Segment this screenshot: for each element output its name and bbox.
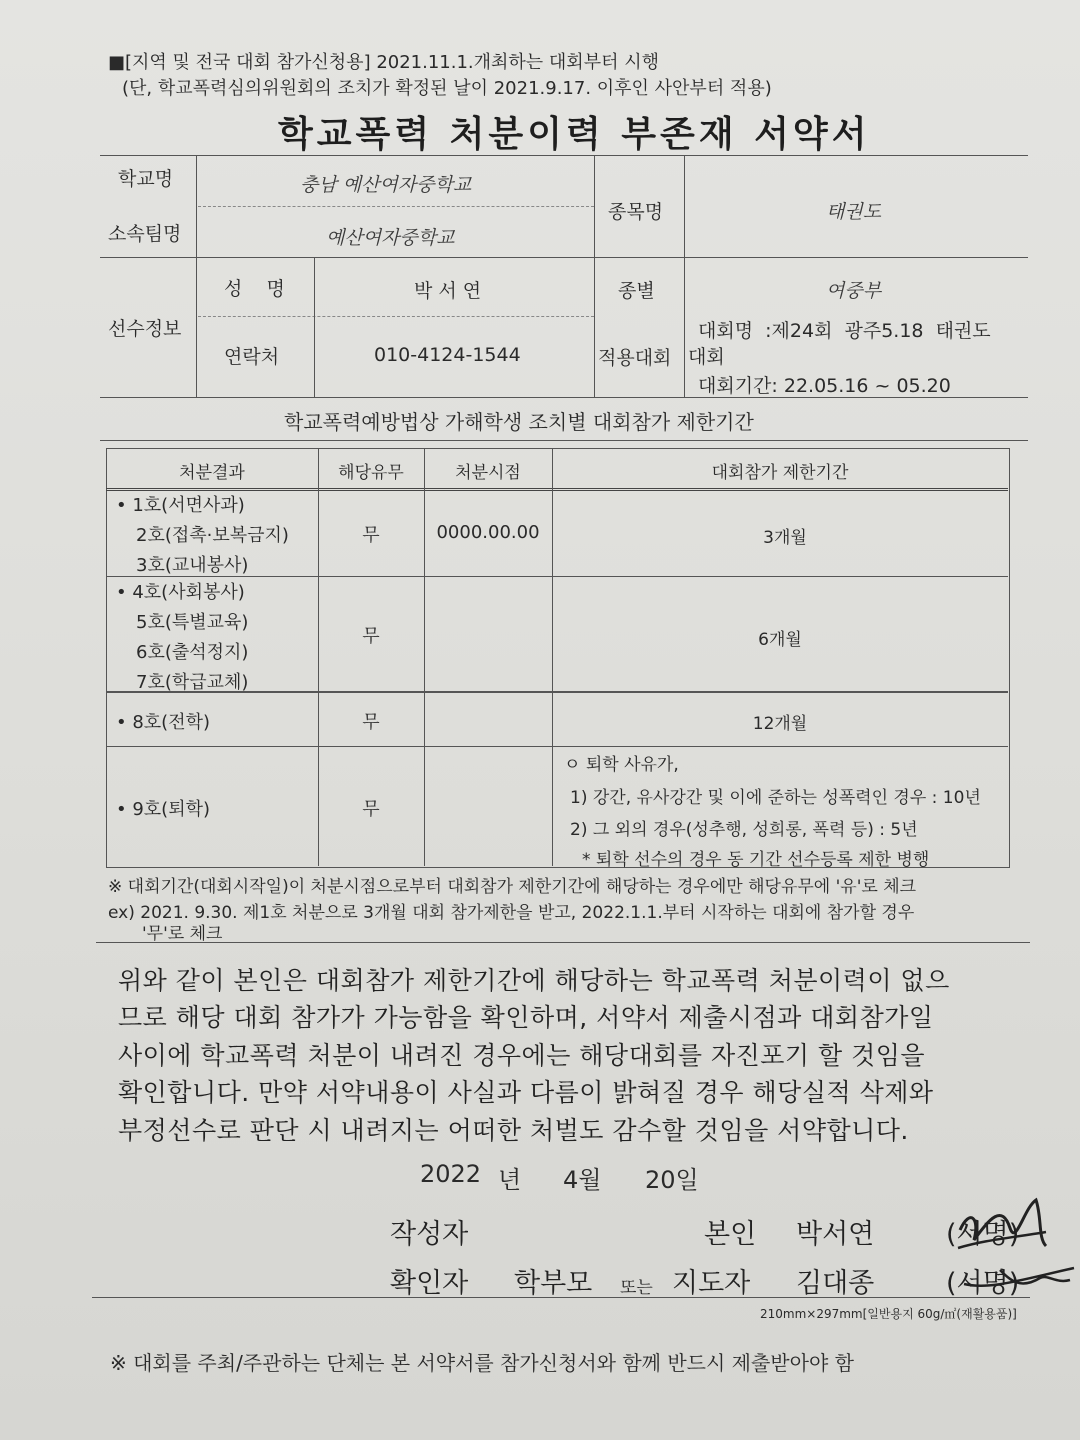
divider bbox=[96, 942, 1030, 943]
date-day: 20일 bbox=[645, 1166, 699, 1194]
divider bbox=[198, 206, 594, 207]
footer-note: ※ 대회를 주최/주관하는 단체는 본 서약서를 참가신청서와 함께 반드시 제출받아야 함 bbox=[110, 1351, 854, 1375]
col-header-date: 처분시점 bbox=[455, 463, 521, 483]
note-line: ex) 2021. 9.30. 제1호 처분으로 3개월 대회 참가제한을 받고, 2022.1.1.부터 시작하는 대회에 참가할 경우 bbox=[108, 903, 915, 923]
or-label: 또는 bbox=[620, 1278, 653, 1298]
contact-label: 연락처 bbox=[224, 346, 280, 368]
row4-period-line: * 퇴학 선수의 경우 동 기간 선수등록 제한 병행 bbox=[582, 850, 930, 870]
applied-period: 대회기간: 22.05.16 ~ 05.20 bbox=[698, 375, 951, 397]
divider bbox=[314, 257, 315, 397]
gender-label: 종별 bbox=[618, 280, 655, 302]
team-label: 소속팀명 bbox=[108, 223, 182, 245]
gender-value: 여중부 bbox=[826, 280, 882, 302]
row2-applicable: 무 bbox=[362, 626, 380, 647]
school-label: 학교명 bbox=[118, 168, 174, 190]
row4-period-line: ㅇ 퇴학 사유가, bbox=[564, 755, 679, 775]
pledge-line: 므로 해당 대회 참가가 가능함을 확인하며, 서약서 제출시점과 대회참가일 bbox=[118, 1003, 934, 1032]
athlete-label: 선수정보 bbox=[108, 318, 182, 340]
restriction-section-title: 학교폭력예방법상 가해학생 조치별 대회참가 제한기간 bbox=[284, 410, 754, 434]
team-value: 예산여자중학교 bbox=[326, 227, 455, 249]
column-divider bbox=[552, 448, 553, 866]
row3-period: 12개월 bbox=[752, 714, 808, 734]
handwritten-signature-coach bbox=[960, 1250, 1078, 1300]
column-divider bbox=[424, 448, 425, 866]
row4-line: • 9호(퇴학) bbox=[116, 799, 210, 820]
note-line: ※ 대회기간(대회시작일)이 처분시점으로부터 대회참가 제한기간에 해당하는 경우에만 해당유무에 '유'로 체크 bbox=[108, 877, 917, 897]
row4-period-line: 1) 강간, 유사강간 및 이에 준하는 성폭력인 경우 : 10년 bbox=[570, 788, 981, 808]
col-header-applicable: 해당유무 bbox=[338, 463, 404, 483]
pledge-line: 위와 같이 본인은 대회참가 제한기간에 해당하는 학교폭력 처분이력이 없으 bbox=[118, 966, 950, 995]
date-year-unit: 년 bbox=[498, 1166, 522, 1194]
coach-name: 김대종 bbox=[796, 1268, 875, 1299]
divider bbox=[100, 155, 1028, 156]
row1-line: • 1호(서면사과) bbox=[116, 495, 245, 516]
row3-applicable: 무 bbox=[362, 712, 380, 733]
col-header-result: 처분결과 bbox=[179, 463, 245, 483]
divider bbox=[594, 155, 595, 397]
pledge-line: 사이에 학교폭력 처분이 내려진 경우에는 해당대회를 자진포기 할 것임을 bbox=[118, 1041, 926, 1070]
notice-line-2: (단, 학교폭력심의위원회의 조치가 확정된 날이 2021.9.17. 이후인 사안부터 적용) bbox=[122, 78, 772, 99]
confirmer-label: 확인자 bbox=[390, 1268, 469, 1299]
row-divider bbox=[106, 746, 1008, 747]
self-name: 박서연 bbox=[796, 1219, 875, 1250]
divider bbox=[100, 440, 1028, 441]
col-header-period: 대회참가 제한기간 bbox=[711, 463, 849, 483]
divider bbox=[198, 316, 594, 317]
page-title: 학교폭력 처분이력 부존재 서약서 bbox=[278, 114, 871, 155]
self-label: 본인 bbox=[704, 1219, 757, 1250]
row1-period: 3개월 bbox=[763, 528, 807, 548]
divider bbox=[92, 1297, 1030, 1298]
author-label: 작성자 bbox=[390, 1219, 469, 1250]
row3-line: • 8호(전학) bbox=[116, 712, 210, 733]
name-value: 박 서 연 bbox=[414, 280, 482, 302]
date-month: 4월 bbox=[563, 1166, 602, 1194]
row1-applicable: 무 bbox=[362, 525, 380, 546]
event-value: 태권도 bbox=[826, 201, 882, 223]
contact-value: 010-4124-1544 bbox=[374, 344, 521, 366]
coach-label: 지도자 bbox=[672, 1268, 751, 1299]
paper-spec: 210mm×297mm[일반용지 60g/㎡(재활용품)] bbox=[760, 1307, 1017, 1321]
pledge-line: 부정선수로 판단 시 내려지는 어떠한 처벌도 감수할 것임을 서약합니다. bbox=[118, 1116, 909, 1145]
event-label: 종목명 bbox=[608, 201, 664, 223]
notice-line-1: ■[지역 및 전국 대회 참가신청용] 2021.11.1.개최하는 대회부터 시행 bbox=[108, 52, 659, 73]
applied-label: 적용대회 bbox=[598, 347, 672, 369]
note-line: '무'로 체크 bbox=[142, 924, 223, 944]
date-year: 2022 bbox=[420, 1160, 482, 1188]
school-value: 충남 예산여자중학교 bbox=[300, 174, 472, 196]
row2-line: 5호(특별교육) bbox=[136, 612, 249, 633]
pledge-line: 확인합니다. 만약 서약내용이 사실과 다름이 밝혀질 경우 해당실적 삭제와 bbox=[118, 1078, 934, 1107]
coach-sign-slot: (서명) bbox=[946, 1268, 1020, 1299]
divider bbox=[100, 257, 1028, 258]
row4-applicable: 무 bbox=[362, 799, 380, 820]
row4-period-line: 2) 그 외의 경우(성추행, 성희롱, 폭력 등) : 5년 bbox=[570, 820, 918, 840]
row1-date: 0000.00.00 bbox=[436, 522, 540, 543]
row2-period: 6개월 bbox=[758, 630, 802, 650]
row1-line: 2호(접촉·보복금지) bbox=[136, 525, 289, 546]
row2-line: 6호(출석정지) bbox=[136, 642, 249, 663]
row2-line: 7호(학급교체) bbox=[136, 672, 249, 693]
divider bbox=[196, 155, 197, 397]
divider bbox=[684, 155, 685, 397]
parent-label: 학부모 bbox=[514, 1268, 593, 1299]
applied-name-cont: 대회 bbox=[688, 346, 725, 368]
row2-line: • 4호(사회봉사) bbox=[116, 582, 245, 603]
name-label: 성 명 bbox=[224, 278, 285, 300]
row1-line: 3호(교내봉사) bbox=[136, 555, 249, 576]
self-sign-slot: (서명) bbox=[946, 1219, 1020, 1250]
applied-name: 대회명 :제24회 광주5.18 태권도 bbox=[698, 320, 991, 342]
